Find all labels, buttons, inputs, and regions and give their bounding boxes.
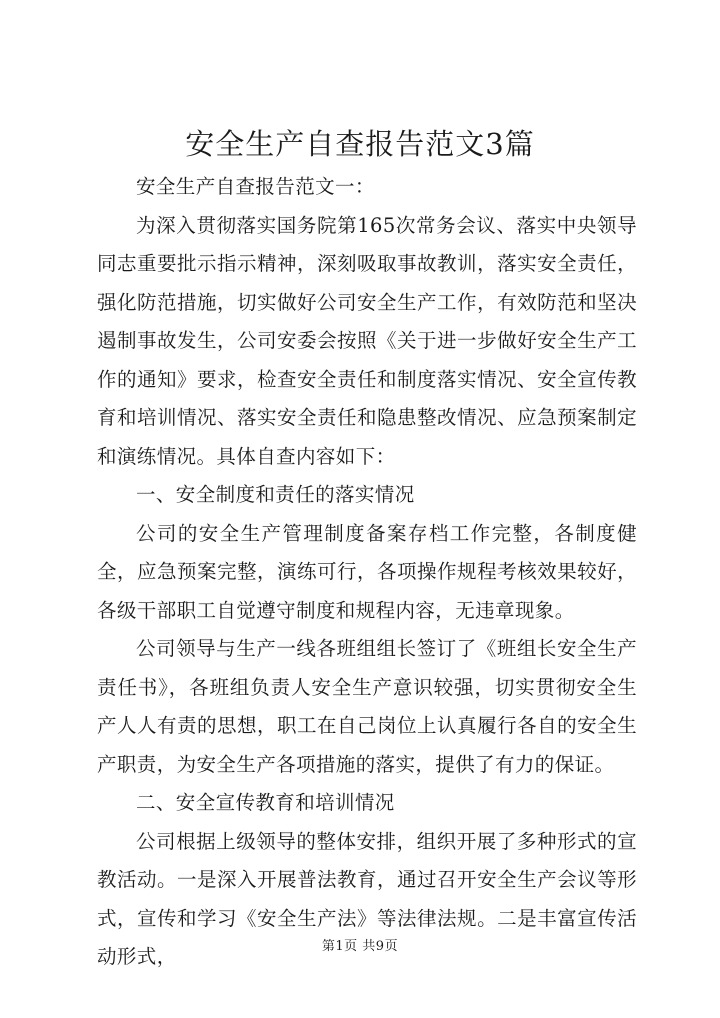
document-body [97, 168, 637, 977]
section-heading: 一、安全制度和责任的落实情况 [136, 483, 415, 506]
page-number-footer: 第1页 共9页 [321, 939, 399, 954]
document-title: 安全生产自查报告范文3篇 [185, 127, 535, 161]
section-heading: 二、安全宣传教育和培训情况 [136, 791, 395, 814]
body-paragraph: 为深入贯彻落实国务院第165次常务会议、落实中央领导同志重要批示指示精神，深刻吸取事故教训，落实安全责任，强化防范措施，切实做好公司安全生产工作，有效防范和坚决遏制事故发生，公司安委会按照《关于进一步做好安全生产工作的通知》要求，检查安全责任和制度落实情况、安全宣传教育和培训情况、落实安全责任和隐患整改情况、应急预案制定和演练情况。具体自查内容如下： [97, 213, 637, 468]
body-paragraph: 公司根据上级领导的整体安排，组织开展了多种形式的宣教活动。一是深入开展普法教育，通过召开安全生产会议等形式，宣传和学习《安全生产法》等法律法规。二是丰富宣传活动形式， [97, 829, 637, 968]
section-intro-heading: 安全生产自查报告范文一： [136, 175, 375, 198]
body-paragraph: 公司的安全生产管理制度备案存档工作完整，各制度健全，应急预案完整，演练可行，各项操作规程考核效果较好，各级干部职工自觉遵守制度和规程内容，无违章现象。 [97, 521, 637, 622]
body-paragraph: 公司领导与生产一线各班组组长签订了《班组长安全生产责任书》，各班组负责人安全生产意识较强，切实贯彻安全生产人人有责的思想，职工在自己岗位上认真履行各自的安全生产职责，为安全生产各项措施的落实，提供了有力的保证。 [97, 637, 637, 776]
